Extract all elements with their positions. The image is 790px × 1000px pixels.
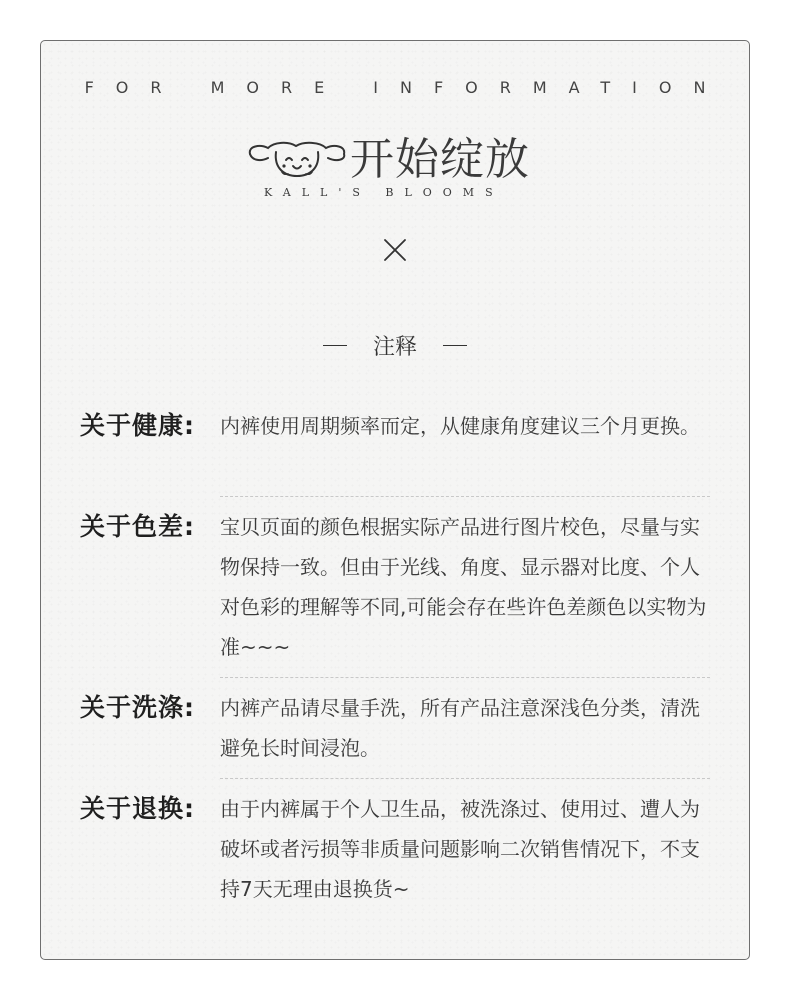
note-text: 由于内裤属于个人卫生品，被洗涤过、使用过、遭人为破坏或者污损等非质量问题影响二次销售情况下，不支持7天无理由退换货~ bbox=[220, 797, 700, 901]
section-title: 注释 bbox=[372, 335, 417, 360]
note-divider bbox=[220, 496, 710, 497]
note-label: 关于洗涤: bbox=[80, 693, 195, 722]
header-tagline: FOR MORE INFORMATION bbox=[84, 78, 728, 97]
puppy-mascot-icon bbox=[246, 138, 350, 178]
note-label: 关于健康: bbox=[80, 411, 195, 440]
note-label: 关于色差: bbox=[80, 512, 195, 541]
brand-logo bbox=[246, 130, 546, 210]
note-label: 关于退换: bbox=[80, 794, 195, 823]
note-divider bbox=[220, 778, 710, 779]
heading-dash-right bbox=[443, 345, 467, 347]
section-heading bbox=[0, 330, 790, 361]
logo-title: 开始绽放 bbox=[350, 134, 530, 185]
note-text: 内裤产品请尽量手洗，所有产品注意深浅色分类，清洗避免长时间浸泡。 bbox=[220, 696, 700, 760]
note-text: 宝贝页面的颜色根据实际产品进行图片校色，尽量与实物保持一致。但由于光线、角度、显示器对比度、个人对色彩的理解等不同,可能会存在些许色差颜色以实物为准~~~ bbox=[220, 515, 707, 659]
logo-subtitle: KALL'S BLOOMS bbox=[264, 186, 504, 199]
note-washing bbox=[80, 688, 712, 768]
note-health bbox=[80, 406, 712, 446]
note-text: 内裤使用周期频率而定，从健康角度建议三个月更换。 bbox=[220, 414, 700, 438]
heading-dash-left bbox=[323, 345, 347, 347]
note-divider bbox=[220, 677, 710, 678]
cross-icon bbox=[383, 238, 407, 262]
note-color-difference bbox=[80, 507, 712, 667]
note-returns bbox=[80, 789, 712, 909]
